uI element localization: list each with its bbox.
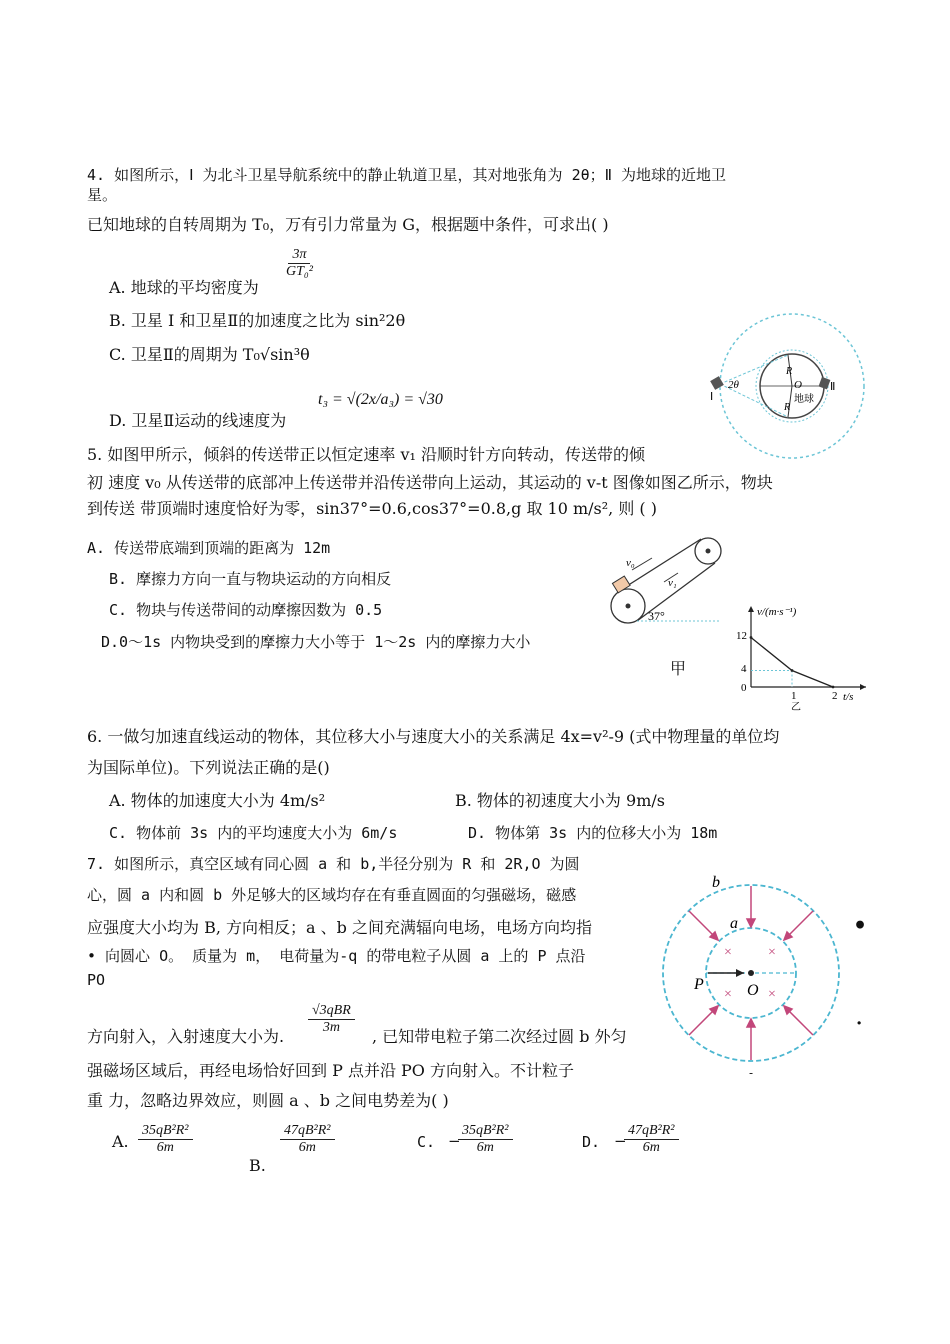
q7-field-x-1: × (724, 945, 732, 960)
q6-stem-line1: 6. 一做匀加速直线运动的物体，其位移大小与速度大小的关系满足 4x=v²-9 (式中物理量的单位均 (87, 727, 780, 746)
q4-option-a-denominator: GT₀² (286, 264, 313, 279)
q7-stem-line2: 心，圆 a 内和圆 b 外足够大的区域均存在有垂直圆面的匀强磁场，磁感 (87, 886, 577, 904)
q5-fig-v1: v₁ (668, 577, 677, 589)
q7-stem-line1: 7. 如图所示，真空区域有同心圆 a 和 b,半径分别为 R 和 2R,O 为圆 (87, 855, 580, 873)
q7-option-d-formula (624, 1123, 679, 1156)
q5-option-a: A. 传送带底端到顶端的距离为 12m (87, 539, 331, 557)
q7-field-figure (660, 872, 840, 1064)
q5-block (612, 576, 630, 593)
q5-fig-label-yi: 乙 (791, 702, 801, 712)
q5-option-d: D.0～1s 内物块受到的摩擦力大小等于 1～2s 内的摩擦力大小 (101, 633, 531, 651)
q5-chart-point-0 (750, 636, 753, 639)
q4-fig-label-earth: 地球 (794, 394, 814, 405)
q7-margin-mark-dot: • (853, 913, 868, 939)
q4-option-a-formula (282, 247, 317, 280)
q5-chart-ytick-0: 0 (741, 682, 747, 694)
q4-satellite-two-icon (819, 377, 831, 389)
q7-margin-mark-small-dot: · (856, 1013, 863, 1034)
q7-fig-label-b: b (712, 874, 720, 891)
q7-option-d-label: D. (582, 1133, 601, 1151)
q7-fig-label-p: P (694, 976, 704, 993)
q7-option-d-denominator: 6m (642, 1140, 660, 1155)
q5-chart-ylabel: v/(m·s⁻¹) (757, 606, 797, 618)
q7-stem-line5: PO (87, 971, 106, 989)
q7-option-c-minus: − (448, 1132, 461, 1150)
q5-fig-v0: v₀ (626, 557, 635, 569)
q7-stem-line6a: 方向射入，入射速度大小为. (87, 1027, 285, 1046)
q6-option-a: A. 物体的加速度大小为 4m/s² (109, 791, 326, 810)
q4-fig-label-o: O (794, 379, 802, 391)
q4-fig-label-i: Ⅰ (710, 391, 714, 403)
q5-stem-line1: 5. 如图甲所示，倾斜的传送带正以恒定速率 v₁ 沿顺时针方向转动，传送带的倾 (87, 445, 645, 464)
q4-fig-label-angle: 2θ (728, 379, 739, 391)
q5-chart-point-1 (791, 669, 794, 672)
q6-option-c: C. 物体前 3s 内的平均速度大小为 6m/s (109, 824, 398, 842)
q7-field-x-2: × (768, 945, 776, 960)
q7-stem-line3: 应强度大小均为 B, 方向相反；a 、b 之间充满辐向电场，电场方向均指 (87, 918, 592, 937)
q5-chart-xtick-2: 2 (832, 690, 838, 702)
q7-particle-arrowhead (736, 969, 744, 977)
q6-option-d: D. 物体第 3s 内的位移大小为 18m (468, 824, 718, 842)
q5-chart-xlabel: t/s (843, 691, 854, 703)
q7-velocity-numerator: √3qBR (308, 1003, 355, 1020)
q4-stem-line1b: 星。 (87, 186, 118, 204)
q7-fig-label-a: a (730, 915, 738, 932)
q7-option-b-formula (280, 1123, 335, 1156)
q7-option-c-label: C. (417, 1133, 436, 1151)
q7-option-b-denominator: 6m (298, 1140, 316, 1155)
q7-velocity-formula (308, 1003, 355, 1036)
q4-option-a-numerator: 3π (288, 247, 310, 264)
q7-velocity-denominator: 3m (322, 1020, 340, 1035)
q5-stem-line3: 到传送 带顶端时速度恰好为零，sin37°=0.6,cos37°=0.8,g 取 10 m/s², 则 ( ) (87, 499, 657, 518)
q4-fig-label-ii: Ⅱ (830, 381, 836, 393)
q7-stem-line7: 强磁场区域后，再经电场恰好回到 P 点并沿 PO 方向射入。不计粒子 (87, 1061, 574, 1080)
q7-option-d-numerator: 47qB²R² (624, 1123, 679, 1140)
q5-chart-ytick-12: 12 (736, 630, 747, 642)
q6-stem-line2: 为国际单位)。下列说法正确的是() (87, 758, 330, 777)
q7-option-b-label: B. (249, 1156, 266, 1175)
q7-field-x-3: × (724, 987, 732, 1002)
q7-option-c-numerator: 35qB²R² (458, 1123, 513, 1140)
q5-option-c: C. 物块与传送带间的动摩擦因数为 0.5 (109, 601, 383, 619)
q7-stem-line8: 重 力，忽略边界效应，则圆 a 、b 之间电势差为( ) (87, 1091, 449, 1110)
q4-option-a: A. 地球的平均密度为 (109, 278, 259, 297)
q4-satellite-one-icon (710, 376, 724, 390)
q7-margin-mark-dash: - (749, 1066, 754, 1080)
q7-field-x-4: × (768, 987, 776, 1002)
q4-satellite-figure (700, 312, 870, 462)
q7-option-c-formula (458, 1123, 513, 1156)
q4-stem-line1: 4. 如图所示，Ⅰ 为北斗卫星导航系统中的静止轨道卫星，其对地张角为 2θ；Ⅱ 为地球的近地卫 (87, 166, 727, 184)
q7-option-a-numerator: 35qB²R² (138, 1123, 193, 1140)
q5-v0-arrow (632, 558, 652, 570)
q5-vt-chart (733, 602, 873, 712)
q5-fig-angle: 37° (648, 609, 665, 623)
q4-option-c: C. 卫星Ⅱ的周期为 T₀√sin³θ (109, 345, 310, 364)
q5-stem-line2: 初 速度 v₀ 从传送带的底部冲上传送带并沿传送带向上运动，其运动的 v-t 图像如图乙所示，物块 (87, 473, 773, 492)
q7-option-c-denominator: 6m (476, 1140, 494, 1155)
q4-fig-label-r1: R (786, 366, 793, 377)
q7-option-a-label: A. (112, 1132, 129, 1151)
q7-center-point (748, 970, 754, 976)
q6-option-b: B. 物体的初速度大小为 9m/s (455, 791, 665, 810)
q5-top-roller-axle (706, 549, 711, 554)
q7-fig-label-o: O (747, 982, 759, 999)
q7-option-b-numerator: 47qB²R² (280, 1123, 335, 1140)
q7-option-d-minus: − (614, 1132, 627, 1150)
q5-option-b: B. 摩擦力方向一直与物块运动的方向相反 (109, 570, 392, 588)
q5-chart-x-arrow (860, 684, 866, 690)
q4-fig-label-r2: R (784, 402, 791, 413)
q4-stem-line2: 已知地球的自转周期为 T₀，万有引力常量为 G，根据题中条件，可求出( ) (87, 215, 609, 234)
q4-option-d-formula: t₃ = √(2x/a₃) = √30 (318, 391, 443, 408)
q5-chart-y-arrow (748, 606, 754, 612)
q4-option-d: D. 卫星Ⅱ运动的线速度为 (109, 411, 287, 430)
q5-bottom-roller-axle (626, 604, 631, 609)
q5-chart-point-2 (832, 686, 835, 689)
q7-stem-line4: • 向圆心 O。 质量为 m， 电荷量为-q 的带电粒子从圆 a 上的 P 点沿 (87, 947, 586, 965)
q5-fig-label-jia: 甲 (670, 659, 687, 678)
q7-option-a-formula (138, 1123, 193, 1156)
q5-chart-ytick-4: 4 (741, 663, 747, 675)
q5-chart-xtick-1: 1 (791, 690, 797, 702)
q5-conveyor-figure (602, 536, 732, 628)
q7-option-a-denominator: 6m (156, 1140, 174, 1155)
q4-option-b: B. 卫星 Ⅰ 和卫星Ⅱ的加速度之比为 sin²2θ (109, 311, 406, 330)
q7-stem-line6b: , 已知带电粒子第二次经过圆 b 外匀 (372, 1027, 627, 1046)
